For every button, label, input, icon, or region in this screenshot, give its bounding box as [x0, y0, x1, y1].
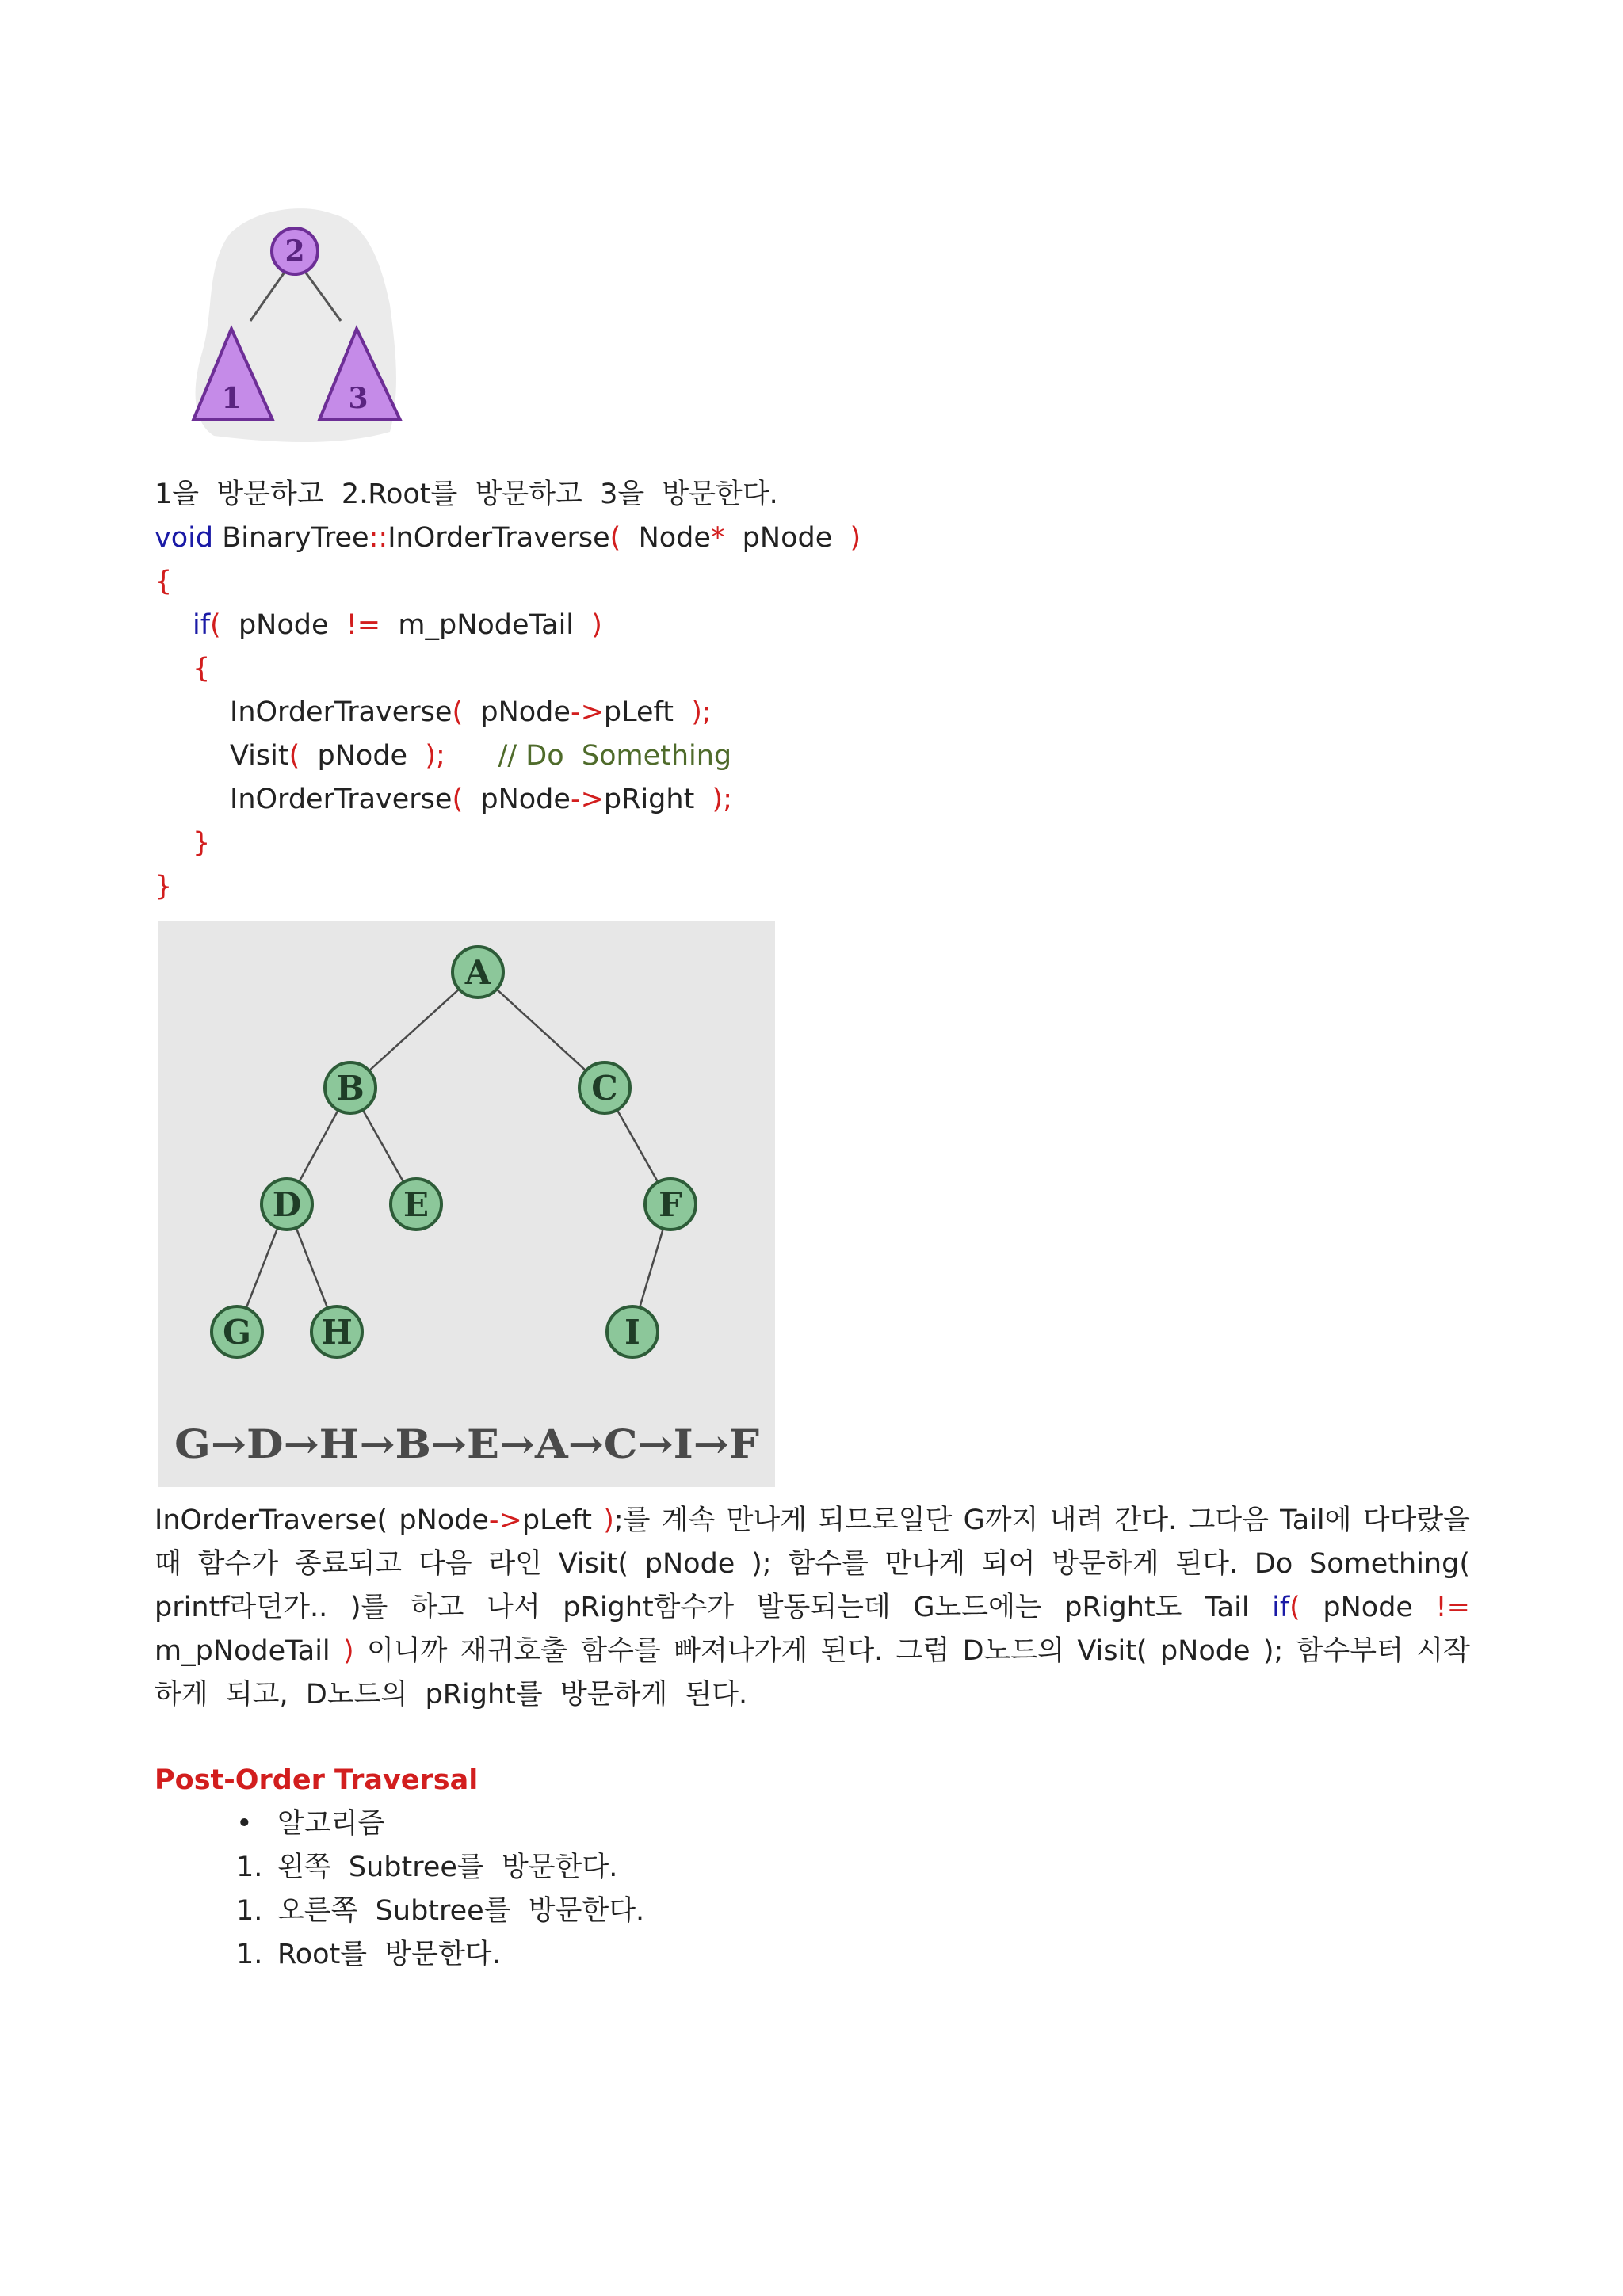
paragraph-word: 라인	[488, 1548, 542, 1580]
paragraph-word: 만나게	[884, 1548, 966, 1580]
paragraph-token-fragment: if	[1272, 1592, 1290, 1623]
inorder-tree-figure	[158, 921, 775, 1487]
paragraph-word: 그럼	[896, 1635, 950, 1667]
left-subtree-label: 1	[221, 382, 242, 415]
tree-node-a-label: A	[464, 953, 491, 992]
paragraph-word: 하고	[410, 1592, 464, 1623]
code-right-arrow: ->	[570, 784, 604, 815]
step-text: Root를 방문한다.	[277, 1939, 501, 1970]
code-if-paren-open: (	[210, 609, 221, 641]
paragraph-token-fragment: pNode	[399, 1505, 489, 1536]
paragraph-word: Visit(	[558, 1548, 628, 1580]
tree-node-h-label: H	[321, 1313, 353, 1352]
paragraph-word: pRight함수가	[563, 1592, 735, 1623]
code-visit-pnode: pNode	[300, 740, 426, 772]
paragraph-word: pNode	[1159, 1635, 1251, 1667]
paragraph-line-1	[155, 1499, 1470, 1543]
paragraph-word: 이니까	[366, 1635, 448, 1667]
paragraph-word: 종료되고	[294, 1548, 403, 1580]
code-param-name: pNode	[724, 522, 850, 554]
code-inner-brace-close: }	[193, 827, 211, 859]
paragraph-word: );	[751, 1548, 772, 1580]
step-number: 1.	[236, 1939, 263, 1970]
code-left-member: pLeft	[603, 696, 692, 728]
code-paren-close: )	[850, 522, 861, 554]
bullet-marker: •	[236, 1808, 253, 1840]
paragraph-word: G까지	[963, 1505, 1039, 1536]
paragraph-word	[399, 1499, 592, 1543]
code-right-end: );	[712, 784, 732, 815]
post-order-heading: Post-Order Traversal	[155, 1764, 479, 1796]
code-param-type: Node	[621, 522, 711, 554]
code-brace-open: {	[155, 566, 173, 597]
paragraph-word: Visit(	[1077, 1635, 1148, 1667]
post-order-step	[236, 1846, 617, 1890]
algorithm-bullet	[236, 1802, 384, 1846]
code-line-left-call	[230, 691, 712, 734]
code-visit-fn: Visit	[230, 740, 289, 772]
paragraph-word: )를	[349, 1592, 388, 1623]
paragraph-word: 방문하게	[1052, 1548, 1159, 1580]
code-comment: // Do Something	[445, 740, 732, 772]
code-left-end: );	[691, 696, 712, 728]
code-line-if	[193, 604, 602, 647]
paragraph-word: Something(	[1309, 1548, 1470, 1580]
paragraph-word: 발동되는데	[756, 1592, 891, 1623]
code-if-neq: !=	[346, 609, 381, 641]
paragraph-word: 되어	[981, 1548, 1036, 1580]
bullet-label: 알고리즘	[277, 1808, 385, 1840]
paragraph-word: 다음	[418, 1548, 472, 1580]
tree-node-c-label: C	[591, 1069, 618, 1108]
post-order-step	[236, 1890, 644, 1933]
paragraph-word: D노드의	[962, 1635, 1064, 1667]
intro-text: 1을 방문하고 2.Root를 방문하고 3을 방문한다.	[155, 479, 778, 510]
tree-node-d-label: D	[272, 1185, 302, 1224]
paragraph-line-4	[155, 1630, 1470, 1673]
paragraph-word: 다다랐을	[1362, 1505, 1470, 1536]
paragraph-word	[1272, 1586, 1300, 1630]
code-fn-name: InOrderTraverse	[388, 522, 610, 554]
code-left-paren: (	[452, 696, 464, 728]
step-text: 오른쪽 Subtree를 방문한다.	[277, 1895, 645, 1927]
code-right-fn: InOrderTraverse	[230, 784, 453, 815]
paragraph-line-5: 하게 되고, D노드의 pRight를 방문하게 된다.	[155, 1679, 748, 1711]
paragraph-token-fragment: pLeft	[521, 1505, 592, 1536]
paragraph-word: 때	[155, 1548, 181, 1580]
paragraph-word: 빠져나가게	[674, 1635, 808, 1667]
paragraph-word: 함수가	[197, 1548, 279, 1580]
paragraph-word: 된다.	[820, 1635, 884, 1667]
code-if-pnode: pNode	[220, 609, 346, 641]
paragraph-token-fragment: !=	[1435, 1592, 1470, 1623]
paragraph-word: 계속	[661, 1505, 716, 1536]
paragraph-word	[1436, 1586, 1470, 1630]
code-left-pnode: pNode	[463, 696, 571, 728]
paragraph-word: 나서	[487, 1592, 540, 1623]
paragraph-word: 재귀호출	[460, 1635, 568, 1667]
code-line-right-call	[230, 778, 732, 822]
paragraph-word: 그다음	[1188, 1505, 1269, 1536]
paragraph-word: G노드에는	[913, 1592, 1042, 1623]
code-brace-close: }	[155, 871, 173, 902]
paragraph-line-3	[155, 1586, 1470, 1630]
paragraph-word: 함수를	[788, 1548, 869, 1580]
paragraph-word: m_pNodeTail	[155, 1635, 330, 1667]
paragraph-word: Do	[1254, 1548, 1293, 1580]
tree-node-e-label: E	[403, 1185, 430, 1224]
paragraph-token-fragment: (	[1289, 1592, 1300, 1623]
keyword-void: void	[155, 522, 214, 554]
code-paren-open: (	[609, 522, 621, 554]
paragraph-token-fragment: )	[342, 1635, 354, 1667]
code-visit-end: );	[425, 740, 445, 772]
paragraph-word: 된다.	[1175, 1548, 1239, 1580]
tree-node-b-label: B	[336, 1069, 365, 1108]
paragraph-token-fragment: ->	[488, 1505, 522, 1536]
paragraph-word: 만나게	[726, 1505, 808, 1536]
code-line-signature	[155, 517, 861, 560]
code-inner-brace-open: {	[193, 653, 211, 685]
paragraph-word: pNode	[644, 1548, 735, 1580]
code-right-pnode: pNode	[463, 784, 571, 815]
paragraph-word: Tail	[1205, 1592, 1250, 1623]
paragraph-word: printf라던가..	[155, 1592, 328, 1623]
right-subtree-label: 3	[348, 382, 369, 415]
code-right-member: pRight	[603, 784, 712, 815]
step-number: 1.	[236, 1895, 263, 1927]
paragraph-word: Tail에	[1280, 1505, 1352, 1536]
paragraph-line-2	[155, 1543, 1470, 1586]
paragraph-word: 내려	[1049, 1505, 1104, 1536]
keyword-if: if	[193, 609, 211, 641]
step-number: 1.	[236, 1852, 263, 1883]
paragraph-word: pRight도	[1064, 1592, 1182, 1623]
tree-node-f-label: F	[659, 1185, 682, 1224]
code-class: BinaryTree	[213, 522, 369, 554]
code-scope-op: ::	[369, 522, 388, 554]
root-node-label: 2	[285, 235, 305, 268]
tree-node-i-label: I	[624, 1313, 640, 1352]
code-line-visit	[230, 734, 731, 778]
paragraph-word	[603, 1499, 650, 1543]
code-left-fn: InOrderTraverse	[230, 696, 453, 728]
code-pointer-op: *	[710, 522, 725, 554]
traversal-sequence: G→D→H→B→E→A→C→I→F	[174, 1421, 759, 1467]
paragraph-word: 함수를	[580, 1635, 661, 1667]
paragraph-token-fragment: ;를	[613, 1505, 651, 1536]
paragraph-word: 함수부터	[1296, 1635, 1403, 1667]
code-left-arrow: ->	[570, 696, 604, 728]
paragraph-token-fragment: )	[603, 1505, 614, 1536]
code-if-tail: m_pNodeTail	[380, 609, 592, 641]
paragraph-word: );	[1262, 1635, 1284, 1667]
code-if-paren-close: )	[591, 609, 602, 641]
small-tree-figure	[182, 194, 428, 448]
paragraph-word: pNode	[1323, 1592, 1413, 1623]
code-right-paren: (	[452, 784, 464, 815]
tree-node-g-label: G	[223, 1313, 251, 1352]
step-text: 왼쪽 Subtree를 방문한다.	[277, 1852, 618, 1883]
paragraph-word: 시작	[1416, 1635, 1470, 1667]
paragraph-word: 간다.	[1114, 1505, 1178, 1536]
code-visit-paren: (	[288, 740, 300, 772]
paragraph-word: InOrderTraverse(	[155, 1505, 388, 1536]
paragraph-word	[343, 1630, 354, 1673]
paragraph-word: 되므로일단	[818, 1505, 953, 1536]
post-order-step	[236, 1933, 501, 1977]
